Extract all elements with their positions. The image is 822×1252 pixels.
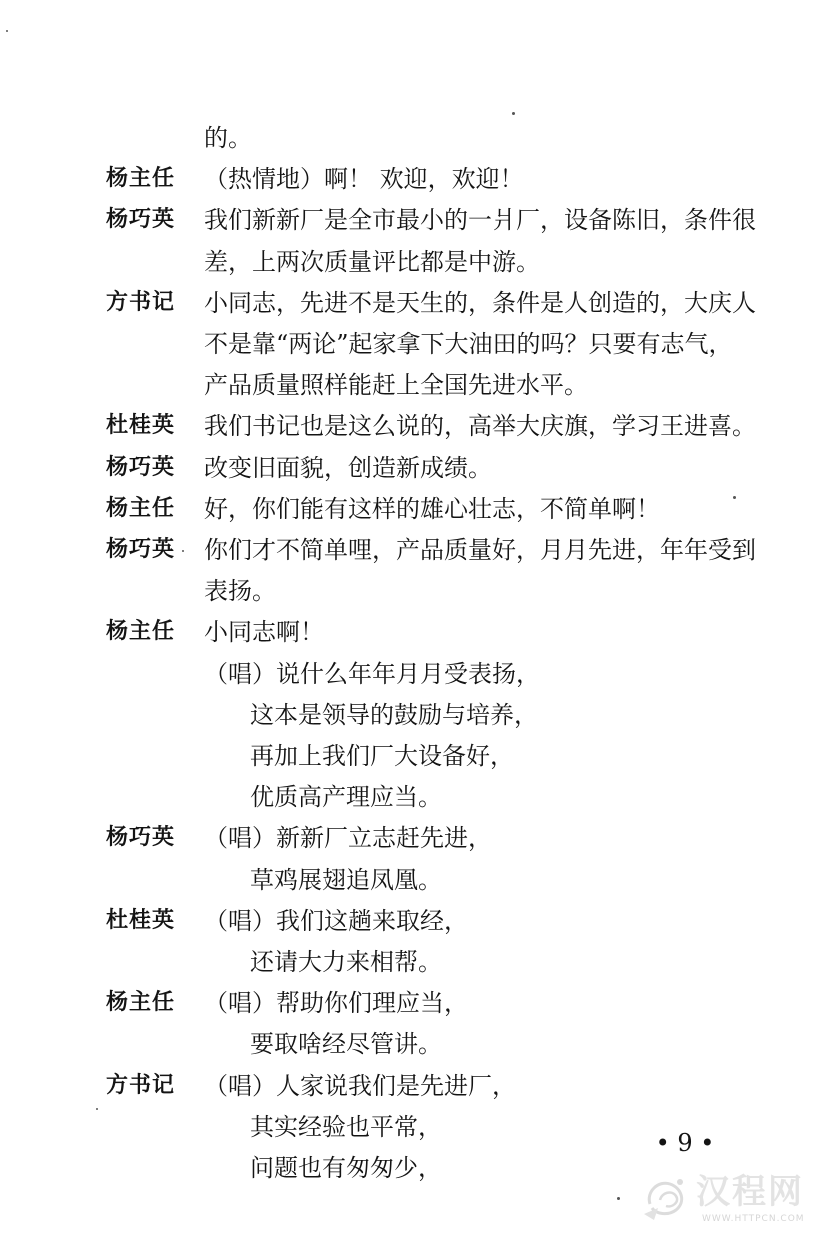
script-line — [0, 860, 822, 900]
script-line — [0, 406, 822, 446]
dialogue-text: （唱）说什么年年月月受表扬， — [204, 659, 540, 688]
script-line — [0, 118, 822, 158]
script-line — [0, 448, 822, 488]
dialogue-text: 的。 — [204, 124, 252, 152]
script-line — [0, 612, 822, 652]
dialogue-text: 这本是领导的鼓励与培养， — [250, 700, 538, 729]
script-line — [0, 324, 822, 364]
script-line — [0, 571, 822, 611]
speaker-name: 杨主任 — [106, 495, 176, 521]
dialogue-text: 小同志啊！ — [204, 618, 324, 647]
dialogue-text: 问题也有匆匆少， — [250, 1154, 442, 1182]
dialogue-text: 还请大力来相帮。 — [250, 948, 442, 976]
dialogue-text: 再加上我们厂大设备好， — [250, 742, 514, 770]
script-line — [0, 365, 822, 405]
script-line — [0, 1024, 822, 1064]
script-line — [0, 283, 822, 323]
script-line — [0, 736, 822, 776]
script-line — [0, 242, 822, 282]
speaker-name: 杨主任 — [106, 990, 176, 1016]
speaker-name: 杨巧英 — [106, 537, 176, 562]
dialogue-text: 我们新新厂是全市最小的一爿厂，设备陈旧，条件很 — [204, 206, 756, 235]
dialogue-text: 差，上两次质量评比都是中游。 — [204, 247, 540, 276]
dialogue-text: （唱）我们这趟来取经， — [204, 906, 468, 935]
watermark-text: 汉程网 — [696, 1172, 804, 1212]
dialogue-text: 改变旧面貌，创造新成绩。 — [204, 453, 492, 482]
speaker-name: 杨主任 — [106, 619, 176, 645]
script-line — [0, 818, 822, 858]
script-line — [0, 901, 822, 941]
script-line — [0, 159, 822, 199]
dialogue-text: 草鸡展翅追凤凰。 — [250, 865, 442, 894]
dialogue-text: 好，你们能有这样的雄心壮志，不简单啊！ — [204, 494, 660, 523]
script-line — [0, 942, 822, 982]
speaker-name: 方书记 — [106, 1072, 176, 1098]
dialogue-text: 你们才不简单哩，产品质量好，月月先进，年年受到 — [204, 536, 756, 564]
speaker-name: 杨巧英 — [106, 825, 176, 851]
dialogue-text: 优质高产理应当。 — [250, 783, 442, 812]
dialogue-text: （唱）人家说我们是先进厂， — [204, 1071, 516, 1100]
script-line — [0, 983, 822, 1023]
speaker-name: 杨巧英 — [106, 454, 176, 480]
script-line — [0, 200, 822, 240]
dialogue-text: 其实经验也平常， — [250, 1112, 442, 1141]
speaker-name: 杜桂英 — [106, 907, 176, 933]
script-line — [0, 777, 822, 817]
page-number: • 9 • — [655, 1129, 715, 1157]
dialogue-text: 要取啥经尽管讲。 — [250, 1030, 442, 1059]
watermark — [636, 1170, 806, 1232]
dialogue-text: （热情地）啊！ 欢迎，欢迎！ — [204, 165, 524, 194]
hancheng-logo-icon — [640, 1174, 694, 1224]
dialogue-text: （唱）新新厂立志赶先进， — [204, 824, 492, 853]
dialogue-text: 我们书记也是这么说的，高举大庆旗，学习王进喜。 — [204, 412, 756, 441]
speaker-name: 方书记 — [106, 289, 176, 315]
script-line — [0, 1066, 822, 1106]
script-line — [0, 489, 822, 529]
dialogue-text: 表扬。 — [204, 577, 276, 606]
dialogue-text: 不是靠“两论”起家拿下大油田的吗？只要有志气， — [204, 330, 733, 358]
dialogue-text: 产品质量照样能赶上全国先进水平。 — [204, 371, 588, 400]
dialogue-text: （唱）帮助你们理应当， — [204, 989, 468, 1018]
script-line — [0, 530, 822, 570]
script-line — [0, 695, 822, 735]
dialogue-text: 小同志，先进不是天生的，条件是人创造的，大庆人 — [204, 288, 756, 317]
script-line — [0, 654, 822, 694]
speaker-name: 杨主任 — [106, 166, 176, 192]
watermark-url: WWW.HTTPCN.COM — [702, 1214, 805, 1224]
speaker-name: 杨巧英 — [106, 207, 176, 233]
speaker-name: 杜桂英 — [106, 413, 176, 439]
